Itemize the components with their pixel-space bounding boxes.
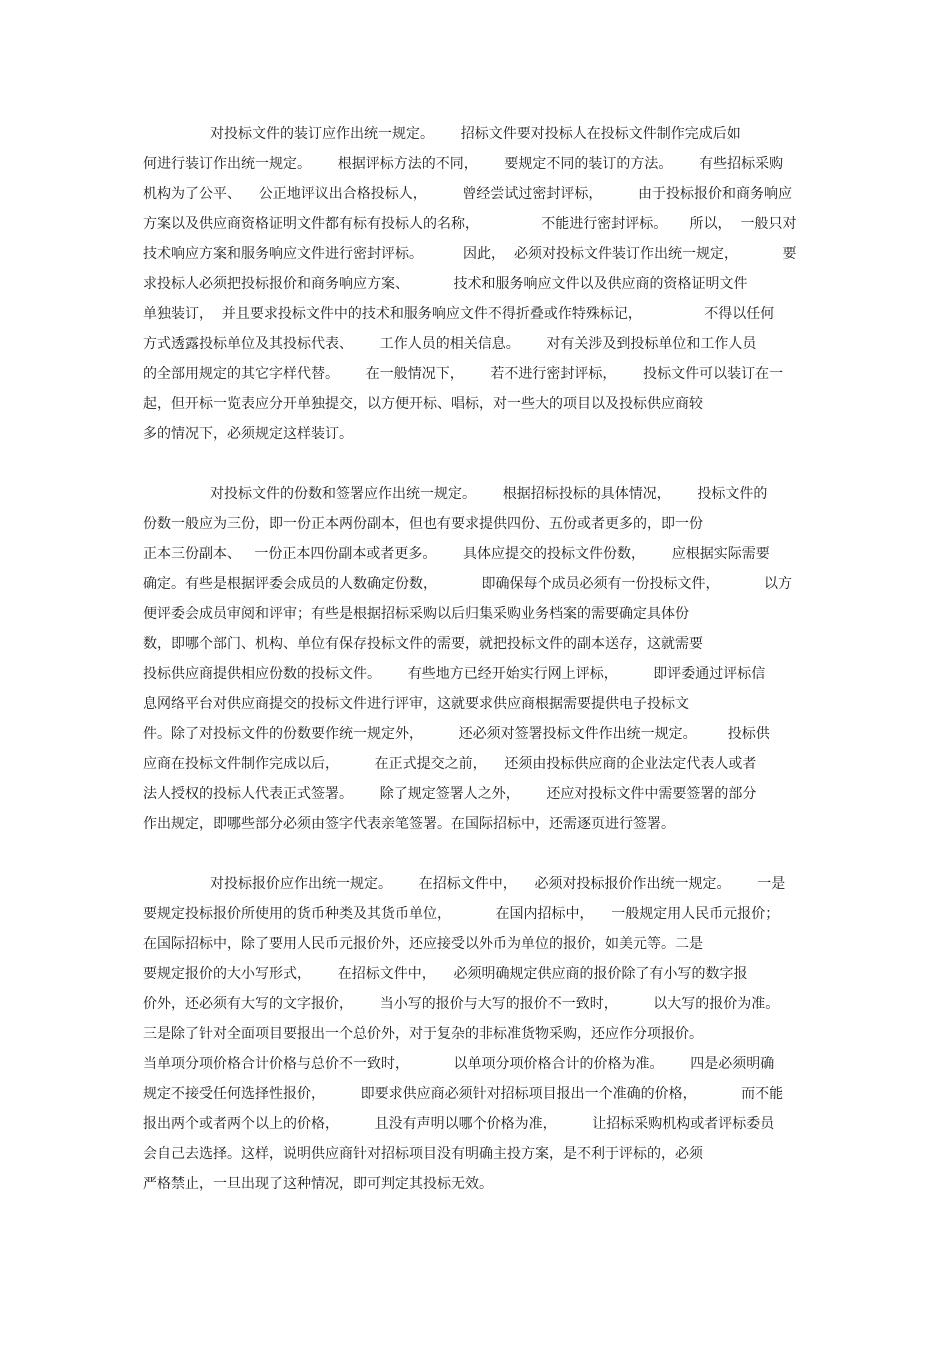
text-line: 在国际招标中，除了要用人民币元报价外，还应接受以外币为单位的报价，如美元等。二是 <box>143 936 703 952</box>
text-line: 方案以及供应商资格证明文件都有标有投标人的名称， 不能进行密封评标。 所以， 一般只对 <box>143 216 797 232</box>
text-line: 对投标文件的份数和签署应作出统一规定。 根据招标投标的具体情况， 投标文件的 <box>210 486 768 502</box>
text-line: 对投标报价应作出统一规定。 在招标文件中， 必须对投标报价作出统一规定。 一是 <box>210 876 786 892</box>
text-line: 的全部用规定的其它字样代替。 在一般情况下， 若不进行密封评标， 投标文件可以装订在一 <box>143 366 784 382</box>
text-line: 息网络平台对供应商提交的投标文件进行评审，这就要求供应商根据需要提供电子投标文 <box>143 696 689 712</box>
text-line: 便评委会成员审阅和评审；有些是根据招标采购以后归集采购业务档案的需要确定具体份 <box>143 606 689 622</box>
text-line: 确定。有些是根据评委会成员的人数确定份数， 即确保每个成员必须有一份投标文件， 以方 <box>143 576 793 592</box>
text-line: 投标供应商提供相应份数的投标文件。 有些地方已经开始实行网上评标， 即评委通过评标信 <box>143 666 766 682</box>
text-line: 会自己去选择。这样，说明供应商针对招标项目没有明确主投方案，是不利于评标的，必须 <box>143 1146 703 1162</box>
text-line: 规定不接受任何选择性报价， 即要求供应商必须针对招标项目报出一个准确的价格， 而不能 <box>143 1086 784 1102</box>
text-line: 报出两个或者两个以上的价格， 且没有声明以哪个价格为准， 让招标采购机构或者评标委员 <box>143 1116 775 1132</box>
text-line: 作出规定，即哪些部分必须由签字代表亲笔签署。在国际招标中，还需逐页进行签署。 <box>143 816 675 832</box>
text-line: 多的情况下，必须规定这样装订。 <box>143 426 353 442</box>
text-line: 技术响应方案和服务响应文件进行密封评标。 因此， 必须对投标文件装订作出统一规定， 要 <box>143 246 797 262</box>
text-line: 件。除了对投标文件的份数要作统一规定外， 还必须对签署投标文件作出统一规定。 投标供 <box>143 726 770 742</box>
text-line: 何进行装订作出统一规定。 根据评标方法的不同， 要规定不同的装订的方法。 有些招标采购 <box>143 156 784 172</box>
text-line: 三是除了针对全面项目要报出一个总价外，对于复杂的非标准货物采购，还应作分项报价。 <box>143 1026 703 1042</box>
text-line: 单独装订， 并且要求投标文件中的技术和服务响应文件不得折叠或作特殊标记， 不得以任何 <box>143 306 775 322</box>
text-line: 对投标文件的装订应作出统一规定。 招标文件要对投标人在投标文件制作完成后如 <box>210 126 741 142</box>
text-line: 要规定投标报价所使用的货币种类及其货币单位， 在国内招标中， 一般规定用人民币元报价； <box>143 906 780 922</box>
text-line: 应商在投标文件制作完成以后， 在正式提交之前， 还须由投标供应商的企业法定代表人或者 <box>143 756 757 772</box>
text-line: 要规定报价的大小写形式， 在招标文件中， 必须明确规定供应商的报价除了有小写的数字报 <box>143 966 748 982</box>
text-line: 方式透露投标单位及其投标代表、 工作人员的相关信息。 对有关涉及到投标单位和工作人员 <box>143 336 757 352</box>
text-line: 严格禁止，一旦出现了这种情况，即可判定其投标无效。 <box>143 1176 493 1192</box>
text-line: 份数一般应为三份，即一份正本两份副本，但也有要求提供四份、五份或者更多的，即一份 <box>143 516 703 532</box>
text-line: 起，但开标一览表应分开单独提交，以方便开标、唱标，对一些大的项目以及投标供应商较 <box>143 396 703 412</box>
text-line: 机构为了公平、 公正地评议出合格投标人， 曾经尝试过密封评标， 由于投标报价和商务响应 <box>143 186 793 202</box>
text-line: 法人授权的投标人代表正式签署。 除了规定签署人之外， 还应对投标文件中需要签署的部分 <box>143 786 757 802</box>
text-line: 数，即哪个部门、机构、单位有保存投标文件的需要，就把投标文件的副本送存，这就需要 <box>143 636 703 652</box>
text-line: 价外，还必须有大写的文字报价， 当小写的报价与大写的报价不一致时， 以大写的报价为准。 <box>143 996 780 1012</box>
text-line: 当单项分项价格合计价格与总价不一致时， 以单项分项价格合计的价格为准。 四是必须明确 <box>143 1056 775 1072</box>
text-line: 正本三份副本、 一份正本四份副本或者更多。 具体应提交的投标文件份数， 应根据实际需要 <box>143 546 770 562</box>
text-line: 求投标人必须把投标报价和商务响应方案、 技术和服务响应文件以及供应商的资格证明文件 <box>143 276 748 292</box>
